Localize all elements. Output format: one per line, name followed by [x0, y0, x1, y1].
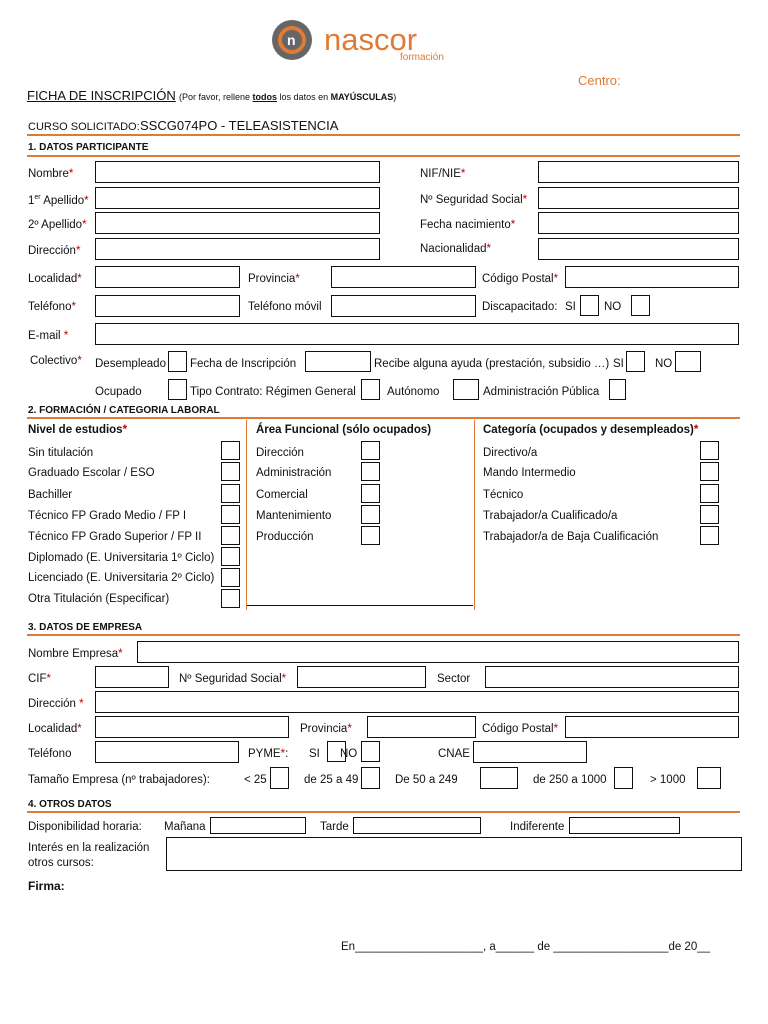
estudios-checkbox[interactable]: [221, 526, 240, 545]
fecha-firma-line: En____________________, a______ de __________________de 20__: [341, 941, 711, 953]
pyme-no-checkbox[interactable]: [361, 741, 380, 762]
ayuda-label: Recibe alguna ayuda (prestación, subsidio …): [374, 358, 610, 370]
indiferente-field[interactable]: [569, 817, 680, 834]
categoria-checkbox[interactable]: [700, 484, 719, 503]
empresa-cp-field[interactable]: [565, 716, 739, 738]
estudios-checkbox[interactable]: [221, 505, 240, 524]
categoria-checkbox[interactable]: [700, 462, 719, 481]
tarde-field[interactable]: [353, 817, 481, 834]
direccion-field[interactable]: [95, 238, 380, 260]
area-checkbox[interactable]: [361, 462, 380, 481]
apellido1-label: 1er Apellido*: [28, 194, 89, 207]
divider: [27, 634, 740, 636]
empresa-nss-label: Nº Seguridad Social*: [179, 673, 287, 685]
discap-si-label: SI: [565, 301, 576, 313]
categoria-checkbox[interactable]: [700, 441, 719, 460]
movil-field[interactable]: [331, 295, 476, 317]
estudios-checkbox[interactable]: [221, 484, 240, 503]
admin-publica-checkbox[interactable]: [609, 379, 626, 400]
manana-label: Mañana: [164, 821, 206, 833]
cp-label: Código Postal*: [482, 273, 559, 285]
tamano-1-checkbox[interactable]: [270, 767, 289, 789]
estudios-item: Sin titulación: [28, 447, 94, 459]
tamano-5-checkbox[interactable]: [697, 767, 721, 789]
cnae-field[interactable]: [473, 741, 587, 763]
tarde-label: Tarde: [320, 821, 349, 833]
pyme-label: PYME*:: [248, 748, 289, 760]
fecha-insc-field[interactable]: [305, 351, 371, 372]
nascor-logo: [262, 12, 476, 72]
tamano-2-label: de 25 a 49: [304, 774, 359, 786]
nombre-empresa-field[interactable]: [137, 641, 739, 663]
discap-no-label: NO: [604, 301, 622, 313]
tamano-2-checkbox[interactable]: [361, 767, 380, 789]
centro-label: Centro:: [578, 73, 621, 88]
provincia-label: Provincia*: [248, 273, 300, 285]
nss-field[interactable]: [538, 187, 739, 209]
area-checkbox[interactable]: [361, 484, 380, 503]
empresa-localidad-label: Localidad*: [28, 723, 82, 735]
telefono-label: Teléfono*: [28, 301, 76, 313]
area-checkbox[interactable]: [361, 441, 380, 460]
ayuda-si-checkbox[interactable]: [626, 351, 645, 372]
cif-field[interactable]: [95, 666, 169, 688]
nss-label: Nº Seguridad Social*: [420, 194, 528, 206]
empresa-nss-field[interactable]: [297, 666, 426, 688]
localidad-label: Localidad*: [28, 273, 82, 285]
nif-field[interactable]: [538, 161, 739, 183]
area-checkbox[interactable]: [361, 526, 380, 545]
nombre-empresa-label: Nombre Empresa*: [28, 648, 123, 660]
area-item: Dirección: [256, 447, 304, 459]
interes-field[interactable]: [166, 837, 742, 871]
email-field[interactable]: [95, 323, 739, 345]
divider: [27, 417, 740, 419]
desempleado-label: Desempleado: [95, 358, 166, 370]
nombre-field[interactable]: [95, 161, 380, 183]
pyme-no-label: NO: [340, 748, 358, 760]
apellido1-field[interactable]: [95, 187, 380, 209]
email-label: E-mail *: [28, 330, 69, 342]
categoria-item: Mando Intermedio: [483, 467, 576, 479]
estudios-checkbox[interactable]: [221, 568, 240, 587]
estudios-item: Bachiller: [28, 489, 73, 501]
disponibilidad-label: Disponibilidad horaria:: [28, 821, 142, 833]
curso-value: SSCG074PO - TELEASISTENCIA: [140, 118, 339, 133]
otra-titulacion-line[interactable]: [247, 605, 473, 606]
section-1-title: 1. DATOS PARTICIPANTE: [28, 142, 149, 153]
area-checkbox[interactable]: [361, 505, 380, 524]
cp-field[interactable]: [565, 266, 739, 288]
svg-text:n: n: [287, 32, 296, 48]
apellido2-field[interactable]: [95, 212, 380, 234]
empresa-cp-label: Código Postal*: [482, 723, 559, 735]
tamano-4-label: de 250 a 1000: [533, 774, 607, 786]
localidad-field[interactable]: [95, 266, 240, 288]
categoria-item: Técnico: [483, 489, 524, 501]
svg-text:formación: formación: [400, 52, 444, 63]
interes-label-2: otros cursos:: [28, 857, 94, 869]
manana-field[interactable]: [210, 817, 306, 834]
estudios-checkbox[interactable]: [221, 441, 240, 460]
empresa-telefono-field[interactable]: [95, 741, 239, 763]
column-divider: [246, 420, 247, 610]
provincia-field[interactable]: [331, 266, 476, 288]
tamano-4-checkbox[interactable]: [614, 767, 633, 789]
categoria-item: Directivo/a: [483, 447, 538, 459]
ayuda-no-checkbox[interactable]: [675, 351, 701, 372]
autonomo-label: Autónomo: [387, 386, 440, 398]
ayuda-no-label: NO: [655, 358, 673, 370]
area-item: Producción: [256, 531, 314, 543]
colectivo-label: Colectivo*: [30, 355, 82, 367]
estudios-checkbox[interactable]: [221, 589, 240, 608]
area-funcional-title: Área Funcional (sólo ocupados): [256, 424, 432, 436]
ocupado-checkbox[interactable]: [168, 379, 187, 400]
estudios-item: Técnico FP Grado Superior / FP II: [28, 531, 202, 543]
nif-label: NIF/NIE*: [420, 168, 466, 180]
fecha-nac-label: Fecha nacimiento*: [420, 219, 516, 231]
categoria-item: Trabajador/a Cualificado/a: [483, 510, 618, 522]
direccion-label: Dirección*: [28, 245, 81, 257]
nacionalidad-field[interactable]: [538, 238, 739, 260]
divider: [27, 134, 740, 136]
discap-si-checkbox[interactable]: [580, 295, 599, 316]
empresa-provincia-label: Provincia*: [300, 723, 352, 735]
estudios-checkbox[interactable]: [221, 547, 240, 566]
movil-label: Teléfono móvil: [248, 301, 322, 313]
nivel-estudios-title: Nivel de estudios*: [28, 424, 128, 436]
estudios-item: Otra Titulación (Especificar): [28, 593, 170, 605]
autonomo-checkbox[interactable]: [453, 379, 479, 400]
empresa-telefono-label: Teléfono: [28, 748, 72, 760]
area-item: Comercial: [256, 489, 308, 501]
tamano-5-label: > 1000: [650, 774, 686, 786]
estudios-item: Licenciado (E. Universitaria 2º Ciclo): [28, 572, 215, 584]
empresa-direccion-label: Dirección *: [28, 698, 84, 710]
area-item: Mantenimiento: [256, 510, 332, 522]
discapacitado-label: Discapacitado:: [482, 301, 558, 313]
tamano-1-label: < 25: [244, 774, 267, 786]
sector-field[interactable]: [485, 666, 739, 688]
regimen-general-checkbox[interactable]: [361, 379, 380, 400]
ayuda-si-label: SI: [613, 358, 624, 370]
area-item: Administración: [256, 467, 332, 479]
pyme-si-label: SI: [309, 748, 320, 760]
section-2-title: 2. FORMACIÓN / CATEGORIA LABORAL: [28, 405, 220, 416]
interes-label-1: Interés en la realización: [28, 842, 150, 854]
categoria-title: Categoría (ocupados y desempleados)*: [483, 424, 699, 436]
sector-label: Sector: [437, 673, 471, 685]
estudios-checkbox[interactable]: [221, 462, 240, 481]
tamano-3-checkbox[interactable]: [480, 767, 518, 789]
firma-label: Firma:: [28, 879, 65, 893]
cnae-label: CNAE: [438, 748, 470, 760]
estudios-item: Técnico FP Grado Medio / FP I: [28, 510, 187, 522]
column-divider: [474, 420, 475, 610]
estudios-item: Graduado Escolar / ESO: [28, 467, 155, 479]
fecha-nac-field[interactable]: [538, 212, 739, 234]
desempleado-checkbox[interactable]: [168, 351, 187, 372]
apellido2-label: 2º Apellido*: [28, 219, 87, 231]
tipo-contrato-label: Tipo Contrato: Régimen General: [190, 386, 356, 398]
divider: [27, 155, 740, 157]
form-title: FICHA DE INSCRIPCIÓN (Por favor, rellene todos los datos en MAYÚSCULAS): [27, 88, 397, 103]
svg-text:nascor: nascor: [324, 22, 418, 57]
section-3-title: 3. DATOS DE EMPRESA: [28, 622, 143, 633]
tamano-label: Tamaño Empresa (nº trabajadores):: [28, 774, 210, 786]
discap-no-checkbox[interactable]: [631, 295, 650, 316]
nacionalidad-label: Nacionalidad*: [420, 243, 491, 255]
empresa-direccion-field[interactable]: [95, 691, 739, 713]
cif-label: CIF*: [28, 673, 52, 685]
empresa-provincia-field[interactable]: [367, 716, 476, 738]
nombre-label: Nombre*: [28, 168, 74, 180]
categoria-item: Trabajador/a de Baja Cualificación: [483, 531, 659, 543]
categoria-checkbox[interactable]: [700, 526, 719, 545]
curso-label: CURSO SOLICITADO:: [28, 121, 140, 133]
section-4-title: 4. OTROS DATOS: [28, 799, 112, 810]
fecha-insc-label: Fecha de Inscripción: [190, 358, 297, 370]
estudios-item: Diplomado (E. Universitaria 1º Ciclo): [28, 552, 215, 564]
admin-publica-label: Administración Pública: [483, 386, 600, 398]
ocupado-label: Ocupado: [95, 386, 142, 398]
telefono-field[interactable]: [95, 295, 240, 317]
categoria-checkbox[interactable]: [700, 505, 719, 524]
empresa-localidad-field[interactable]: [95, 716, 289, 738]
tamano-3-label: De 50 a 249: [395, 774, 458, 786]
divider: [27, 811, 740, 813]
indiferente-label: Indiferente: [510, 821, 565, 833]
